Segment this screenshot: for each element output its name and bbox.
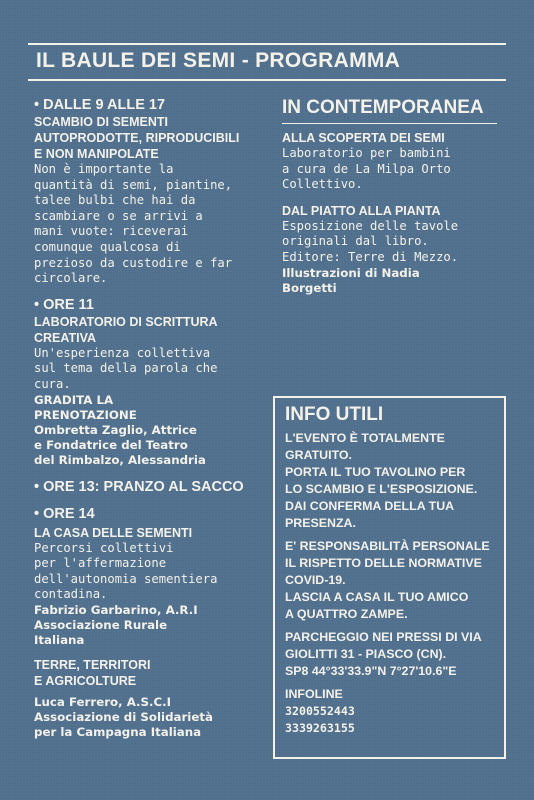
info-group-parking bbox=[285, 629, 494, 680]
concurrent-rule bbox=[282, 123, 497, 124]
activity-exhibition bbox=[282, 203, 502, 296]
program-column bbox=[34, 97, 269, 740]
info-line: A QUATTRO ZAMPE. bbox=[285, 607, 408, 621]
bold-line: per la Campagna Italiana bbox=[34, 724, 202, 739]
info-line: SP8 44°33'33.9"N 7°27'10.6"E bbox=[285, 664, 457, 678]
bold-line: Associazione di Solidarietà bbox=[34, 709, 213, 724]
bold-line: del Rimbalzo, Alessandria bbox=[34, 453, 206, 468]
description-line: Percorsi collettivi bbox=[34, 540, 174, 555]
description-line: scambiare o se arrivi a bbox=[34, 208, 203, 223]
bold-line: Italiana bbox=[34, 633, 85, 648]
activity-title: ALLA SCOPERTA DEI SEMI bbox=[282, 131, 445, 145]
bold-line: Fabrizio Garbarino, A.R.I bbox=[34, 602, 198, 617]
subheading-line: LA CASA DELLE SEMENTI bbox=[34, 525, 193, 540]
bold-line: e Fondatrice del Teatro bbox=[34, 438, 188, 453]
subheading-line: LABORATORIO DI SCRITTURA bbox=[34, 314, 218, 329]
section-14 bbox=[34, 506, 269, 741]
description-line: talee bulbi che hai da bbox=[34, 193, 196, 208]
section-heading: • ORE 13: PRANZO AL SACCO bbox=[34, 478, 244, 495]
section-heading: • ORE 11 bbox=[34, 296, 94, 313]
section-subheading bbox=[34, 657, 269, 689]
bold-line: PRENOTAZIONE bbox=[34, 407, 137, 422]
bold-line: GRADITA LA bbox=[34, 392, 114, 407]
description-line: originali dal libro. bbox=[282, 234, 429, 249]
bold-line: Associazione Rurale bbox=[34, 618, 168, 633]
description-line: circolare. bbox=[34, 271, 108, 286]
info-group-rules bbox=[285, 538, 494, 623]
activity-title: DAL PIATTO ALLA PIANTA bbox=[282, 203, 441, 218]
subheading-line: E NON MANIPOLATE bbox=[34, 147, 159, 161]
description-line: per l'affermazione bbox=[34, 556, 167, 571]
section-subheading bbox=[34, 525, 269, 541]
subheading-line: E AGRICOLTURE bbox=[34, 673, 137, 688]
section-subheading bbox=[34, 314, 269, 346]
title-bottom-rule bbox=[28, 79, 506, 81]
info-line: LASCIA A CASA IL TUO AMICO bbox=[285, 590, 469, 604]
info-heading: INFO UTILI bbox=[285, 404, 384, 425]
info-line: DAI CONFERMA DELLA TUA bbox=[285, 499, 455, 513]
section-13 bbox=[34, 479, 269, 496]
info-line: GIOLITTI 31 - PIASCO (CN). bbox=[285, 647, 447, 661]
phone-number[interactable]: 3339263155 bbox=[285, 721, 355, 735]
description-line: prezioso da custodire e far bbox=[34, 255, 233, 270]
concurrent-column bbox=[282, 97, 502, 296]
description-line: sul tema della parola che bbox=[34, 361, 218, 376]
bold-line: Luca Ferrero, A.S.C.I bbox=[34, 694, 172, 709]
section-morning bbox=[34, 97, 269, 287]
description-line: dell'autonomia sementiera bbox=[34, 571, 218, 586]
info-line: PRESENZA. bbox=[285, 516, 356, 530]
info-line: PORTA IL TUO TAVOLINO PER bbox=[285, 465, 466, 479]
subheading-line: TERRE, TERRITORI bbox=[34, 657, 151, 672]
description-line: Laboratorio per bambini bbox=[282, 146, 451, 160]
info-box bbox=[273, 396, 506, 759]
info-line: IL RISPETTO DELLE NORMATIVE bbox=[285, 556, 482, 570]
activity-description bbox=[282, 219, 502, 266]
section-description bbox=[34, 541, 269, 603]
info-line: LO SCAMBIO E L'ESPOSIZIONE. bbox=[285, 482, 478, 496]
info-group-general bbox=[285, 430, 494, 532]
page-title: IL BAULE DEI SEMI - PROGRAMMA bbox=[36, 49, 401, 72]
info-line: GRATUITO. bbox=[285, 448, 352, 462]
section-description bbox=[34, 162, 269, 287]
section-subheading bbox=[34, 114, 269, 162]
infoline-label: INFOLINE bbox=[285, 687, 343, 701]
subheading-line: CREATIVA bbox=[34, 330, 97, 345]
description-line: Editore: Terre di Mezzo. bbox=[282, 249, 459, 264]
description-line: Non è importante la bbox=[34, 162, 174, 176]
activity-seeds bbox=[282, 130, 502, 193]
phone-number[interactable]: 3200552443 bbox=[285, 704, 355, 718]
bold-line: Ombretta Zaglio, Attrice bbox=[34, 422, 197, 437]
infoline-phones bbox=[285, 703, 494, 737]
illustrator-credit bbox=[282, 266, 502, 296]
description-line: comunque qualcosa di bbox=[34, 239, 181, 254]
section-heading: • DALLE 9 ALLE 17 bbox=[34, 97, 166, 113]
host-credit bbox=[34, 603, 269, 649]
bold-line: Borgetti bbox=[282, 280, 337, 295]
host-credit bbox=[34, 695, 269, 741]
booking-and-host bbox=[34, 393, 269, 469]
section-heading: • ORE 14 bbox=[34, 505, 95, 522]
bold-line: Illustrazioni di Nadia bbox=[282, 265, 420, 280]
subheading-line: AUTOPRODOTTE, RIPRODUCIBILI bbox=[34, 131, 240, 145]
info-line: E' RESPONSABILITÀ PERSONALE bbox=[285, 539, 490, 553]
description-line: cura. bbox=[34, 376, 71, 391]
info-line: L'EVENTO È TOTALMENTE bbox=[285, 431, 445, 445]
title-top-rule bbox=[28, 43, 506, 45]
concurrent-heading: IN CONTEMPORANEA bbox=[282, 97, 484, 118]
description-line: Esposizione delle tavole bbox=[282, 218, 459, 233]
description-line: a cura de La Milpa Orto bbox=[282, 161, 451, 176]
section-description bbox=[34, 346, 269, 393]
description-line: contadina. bbox=[34, 587, 108, 602]
description-line: Un'esperienza collettiva bbox=[34, 345, 211, 360]
activity-description bbox=[282, 146, 502, 193]
section-11 bbox=[34, 297, 269, 469]
info-line: COVID-19. bbox=[285, 573, 346, 587]
description-line: quantità di semi, piantine, bbox=[34, 177, 233, 192]
description-line: Collettivo. bbox=[282, 177, 363, 192]
info-line: PARCHEGGIO NEI PRESSI DI VIA bbox=[285, 630, 482, 644]
description-line: mani vuote: riceverai bbox=[34, 224, 189, 239]
subheading-line: SCAMBIO DI SEMENTI bbox=[34, 115, 169, 129]
